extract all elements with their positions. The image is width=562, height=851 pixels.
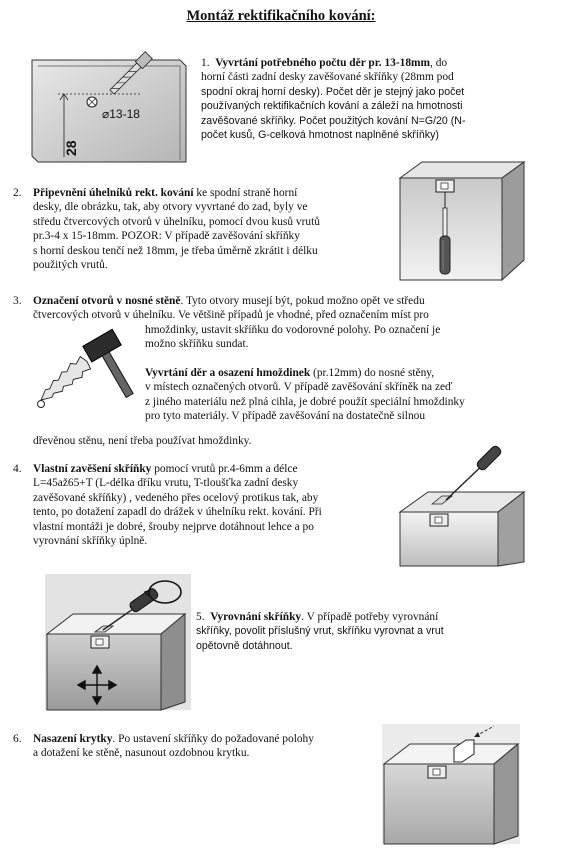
step-1-line: horní části zadní desky zavěšované skříňky (28mm pod (201, 71, 454, 84)
figure-drilling-holes (30, 52, 190, 167)
step-4-line: vyrovnání skříňky úplně. (33, 535, 148, 548)
step-4-number: 4. (13, 463, 22, 475)
step-5-line: skříňky, povolit příslušný vrut, skříňku vyrovnat a vrut (196, 625, 444, 638)
step-6-number: 6. (13, 733, 22, 745)
step-5-heading: Vyrovnání skříňky (210, 611, 302, 623)
step-6-line: a dotažení ke stěně, nasunout ozdobnou krytku. (33, 747, 250, 760)
step-4-line: pomocí vrutů pr.4-6mm a délce (151, 463, 298, 475)
step-5 (196, 610, 530, 653)
step-2-line: středu čtvercových otvorů v úhelníku, pomocí dvou kusů vrutů (33, 215, 320, 228)
distance-label: 28 (63, 140, 79, 156)
figure-leveling (45, 574, 193, 714)
step-4-line: L=45až65+T (L-délka dříku vrutu, T-tloušťka zadní desky (33, 477, 299, 490)
step-2-heading: Připevnění úhelníků rekt. kování (33, 187, 194, 199)
figure-cover-cap (382, 724, 522, 846)
step-4-line: vlastní montáži je dobré, šrouby nejprve dotáhnout lehce a po (33, 520, 314, 533)
figure-hanging-cabinet (398, 442, 526, 568)
step-3-sub-line: (pr.12mm) do nosné stěny, (310, 367, 435, 379)
step-4-line: zavěšované skříňky) , vedeného přes ocelový protikus tak, aby (33, 491, 319, 504)
step-3-sub (145, 366, 530, 424)
step-1-line: zavěšované skříňky. Počet použitých kování N=G/20 (N- (201, 114, 466, 127)
step-2-line: pr.3-4 x 15-18mm. POZOR: V případě zavěšování skříňky (33, 230, 300, 243)
step-6 (33, 732, 373, 761)
step-4-line: tento, po dotažení zapadl do drážek v úhelníku rekt. kování. Při (33, 506, 322, 519)
step-2 (33, 186, 388, 272)
step-2-line: ke spodní straně horní (193, 187, 298, 199)
step-3-line: možno skříňku sundat. (145, 338, 249, 350)
step-6-line: . Po ustavení skříňky do požadované polohy (112, 733, 314, 745)
step-1-line: spodní okraj horní desky). Počet děr je stejný jako počet (201, 85, 465, 98)
step-4 (33, 462, 388, 548)
step-3-sub-heading: Vyvrtání děr a osazení hmoždinek (145, 367, 311, 379)
step-1-number: 1. (201, 57, 210, 69)
step-3-sub-line: dřevěnou stěnu, není třeba používat hmoždinky. (33, 435, 252, 447)
step-3-number: 3. (13, 295, 22, 307)
step-2-line: použitých vrutů. (33, 259, 108, 272)
figure-hammer-dowel (33, 330, 138, 415)
step-5-number: 5. (196, 611, 205, 623)
step-1-line: počet kusů, G-celková hmotnost naplněné skříňky) (201, 129, 439, 142)
step-1 (201, 56, 531, 142)
step-3-line: hmoždinky, ustavit skříňku do vodorovné polohy. Po označení je (145, 324, 441, 336)
hole-diameter-label: ⌀13-18 (102, 107, 140, 121)
step-2-line: desky, dle obrázku, tak, aby otvory vyvrtané do zad, byly ve (33, 201, 308, 214)
step-2-line: s horní deskou tenčí než 18mm, je třeba úměrně zkrátit i délku (33, 244, 318, 257)
step-1-line: , do (430, 57, 448, 69)
step-5-line: . V případě potřeby vyrovnání (301, 611, 439, 623)
step-3-heading: Označení otvorů v nosné stěně (33, 295, 181, 307)
step-3-sub-line: z jiného materiálu než plná cihla, je dobré použít speciální hmoždinky (145, 395, 465, 408)
step-2-number: 2. (13, 187, 22, 199)
step-4-heading: Vlastní zavěšení skříňky (33, 463, 152, 475)
figure-bracket-mounting (398, 160, 526, 282)
step-3-sub-line: pro tyto materiály. V případě zavěšování na dostatečně silnou (145, 410, 426, 423)
step-3-first-line (33, 294, 530, 308)
step-3-sub-line: v místech označených otvorů. V případě zavěšování skříněk na zeď (145, 381, 453, 394)
step-1-heading: Vyvrtání potřebného počtu děr pr. 13-18mm (215, 57, 430, 69)
step-5-line: opětovně dotáhnout. (196, 639, 293, 652)
step-3-line: čtvercových otvorů v úhelníku. Ve většině případů je vhodné, před označením míst pro (33, 309, 429, 321)
step-1-line: používaných rektifikačních kování a záleží na hmotnosti (201, 100, 463, 113)
page-title: Montáž rektifikačního kování: (186, 8, 376, 24)
step-3-line: . Tyto otvory musejí být, pokud možno opět ve středu (180, 295, 425, 307)
step-6-heading: Nasazení krytky (33, 733, 113, 745)
